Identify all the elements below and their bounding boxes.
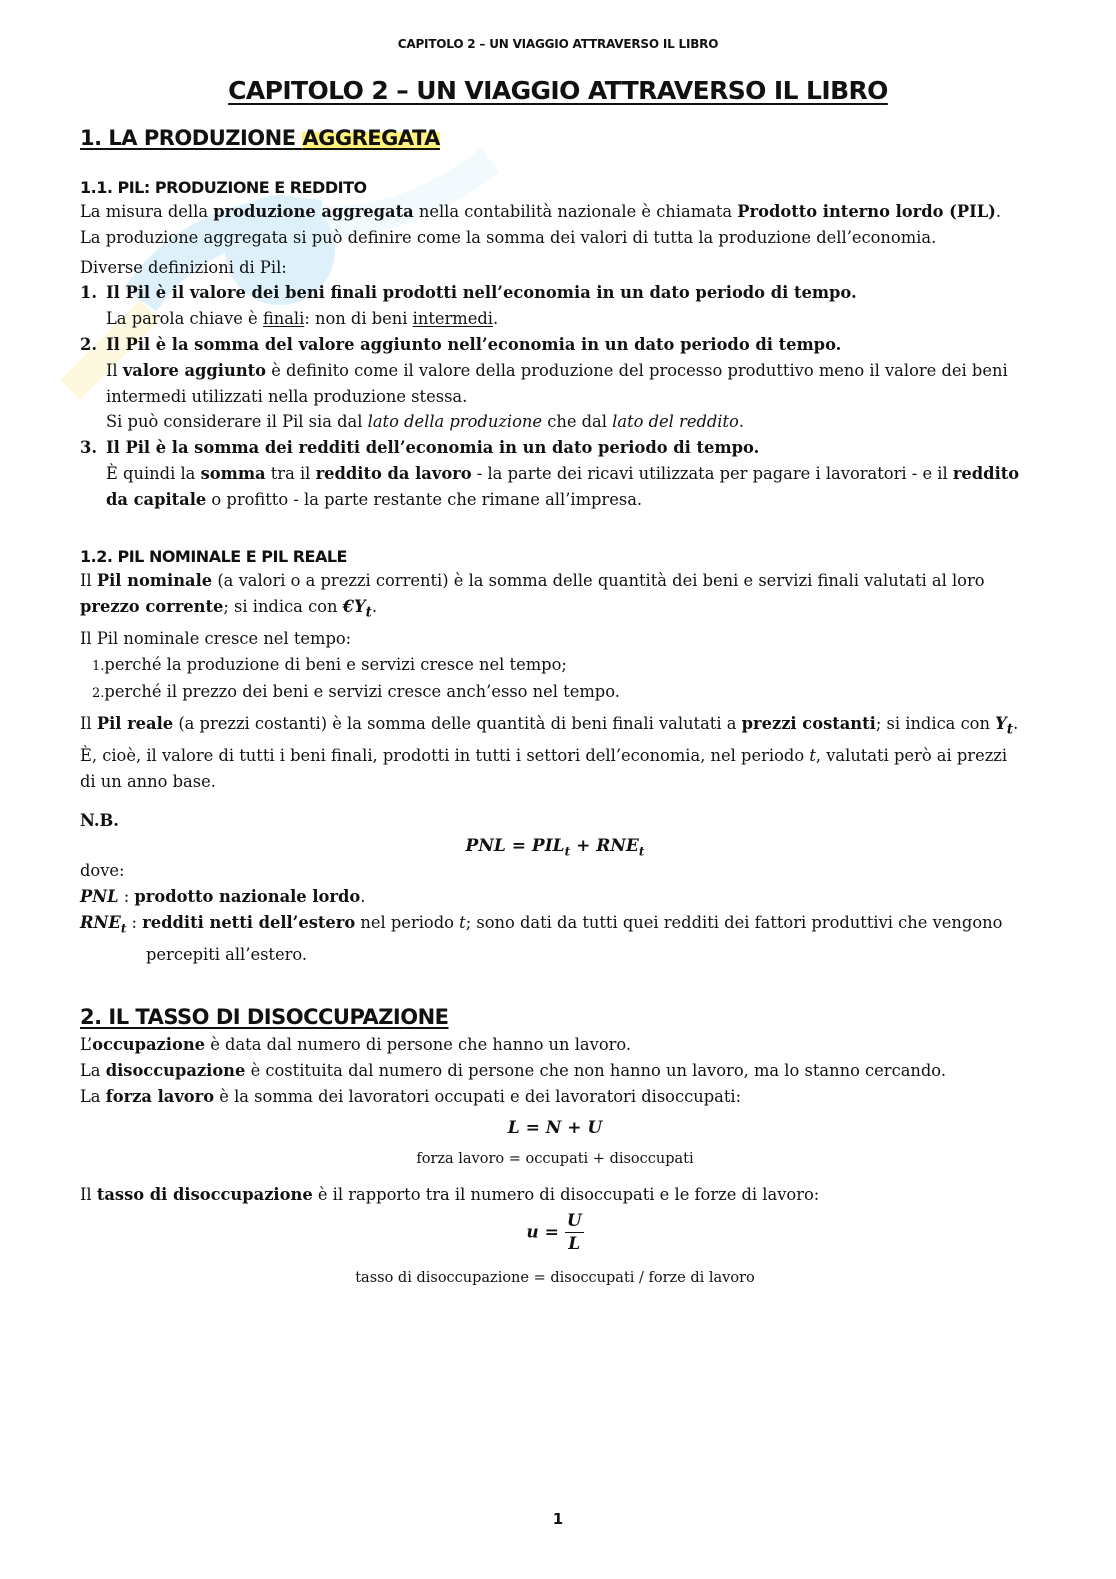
paragraph: dove: (80, 861, 125, 880)
definition-note: da capitale o profitto - la parte restante che rimane all’impresa. (106, 489, 643, 509)
formula-caption: tasso di disoccupazione = disoccupati / forze di lavoro (355, 1270, 755, 1286)
formula-labor-force: L = N + U (507, 1118, 603, 1138)
definition-note: Il valore aggiunto è definito come il valore della produzione del processo produttivo meno il valore dei beni (106, 360, 1008, 380)
paragraph: prezzo corrente; si indica con $€Y_t$. (80, 596, 378, 621)
paragraph: Diverse definizioni di Pil: (80, 257, 287, 277)
paragraph: L’occupazione è data dal numero di persone che hanno un lavoro. (80, 1035, 632, 1054)
definition-pnl: PNL : prodotto nazionale lordo. (80, 886, 366, 906)
definition-rne: $RNE_t$ : redditi netti dell’estero nel periodo t; sono dati da tutti quei redditi dei fattori produttivi che vengono (80, 912, 1003, 935)
section-2-body (80, 1032, 1030, 1109)
paragraph: La misura della produzione aggregata nella contabilità nazionale è chiamata Prodotto interno lordo (PIL). (80, 202, 1002, 221)
section-2-heading: 2. IL TASSO DI DISOCCUPAZIONE (80, 1005, 449, 1029)
formula-unemployment-rate: u = $\frac{U}{L}$ (526, 1211, 582, 1254)
paragraph: Il tasso di disoccupazione è il rapporto tra il numero di disoccupati e le forze di lavoro: (80, 1185, 820, 1204)
reason-item-1: 1.perché la produzione di beni e servizi cresce nel tempo; (92, 654, 567, 674)
definition-rne-continued: percepiti all’estero. (146, 944, 308, 964)
definition-note: La parola chiave è finali: non di beni intermedi. (106, 309, 499, 329)
definition-item-3: 3. Il Pil è la somma dei redditi dell’economia in un dato periodo di tempo. (80, 438, 760, 458)
definition-item-1: 1. Il Pil è il valore dei beni finali prodotti nell’economia in un dato periodo di tempo. (80, 283, 857, 303)
paragraph: È, cioè, il valore di tutti i beni finali, prodotti in tutti i settori dell’economia, nel periodo t, valutati però ai prezzi (80, 746, 1008, 766)
section-1-2 (80, 546, 1030, 795)
paragraph: La disoccupazione è costituita dal numero di persone che non hanno un lavoro, ma lo stanno cercando. (80, 1060, 947, 1080)
reason-item-2: 2.perché il prezzo dei beni e servizi cresce anch’esso nel tempo. (92, 682, 620, 702)
subsection-1-1-heading: 1.1. PIL: PRODUZIONE E REDDITO (80, 178, 367, 197)
paragraph: La produzione aggregata si può definire come la somma dei valori di tutta la produzione dell’economia. (80, 227, 937, 247)
formula-definitions (80, 858, 1030, 967)
subsection-1-2-heading: 1.2. PIL NOMINALE E PIL REALE (80, 547, 347, 566)
section-1-heading: 1. LA PRODUZIONE AGGREGATA (80, 126, 440, 150)
formula-pnl: PNL = $PIL_t + RNE_t$ (465, 836, 645, 859)
definition-note: Si può considerare il Pil sia dal lato della produzione che dal lato del reddito. (106, 412, 745, 432)
definition-note: intermedi utilizzati nella produzione stessa. (106, 386, 468, 406)
paragraph: La forza lavoro è la somma dei lavoratori occupati e dei lavoratori disoccupati: (80, 1086, 742, 1106)
paragraph: Il Pil nominale cresce nel tempo: (80, 628, 352, 648)
page-number: 1 (552, 1510, 564, 1528)
definition-note: È quindi la somma tra il reddito da lavoro - la parte dei ricavi utilizzata per pagare i lavoratori - e il reddito (106, 463, 1020, 483)
paragraph: di un anno base. (80, 772, 216, 792)
definition-item-2: 2. Il Pil è la somma del valore aggiunto nell’economia in un dato periodo di tempo. (80, 334, 842, 354)
paragraph: Il Pil nominale (a valori o a prezzi correnti) è la somma delle quantità dei beni e servizi finali valutati al loro (80, 571, 985, 590)
paragraph: Il Pil reale (a prezzi costanti) è la somma delle quantità di beni finali valutati a prezzi costanti; si indica con $Y_t$. (80, 714, 1019, 738)
running-header: CAPITOLO 2 – UN VIAGGIO ATTRAVERSO IL LIBRO (397, 37, 719, 51)
formula-caption: forza lavoro = occupati + disoccupati (416, 1151, 694, 1167)
page-title: CAPITOLO 2 – UN VIAGGIO ATTRAVERSO IL LIBRO (228, 76, 888, 105)
section-1-1 (80, 177, 1030, 513)
nb-label: N.B. (80, 811, 119, 830)
